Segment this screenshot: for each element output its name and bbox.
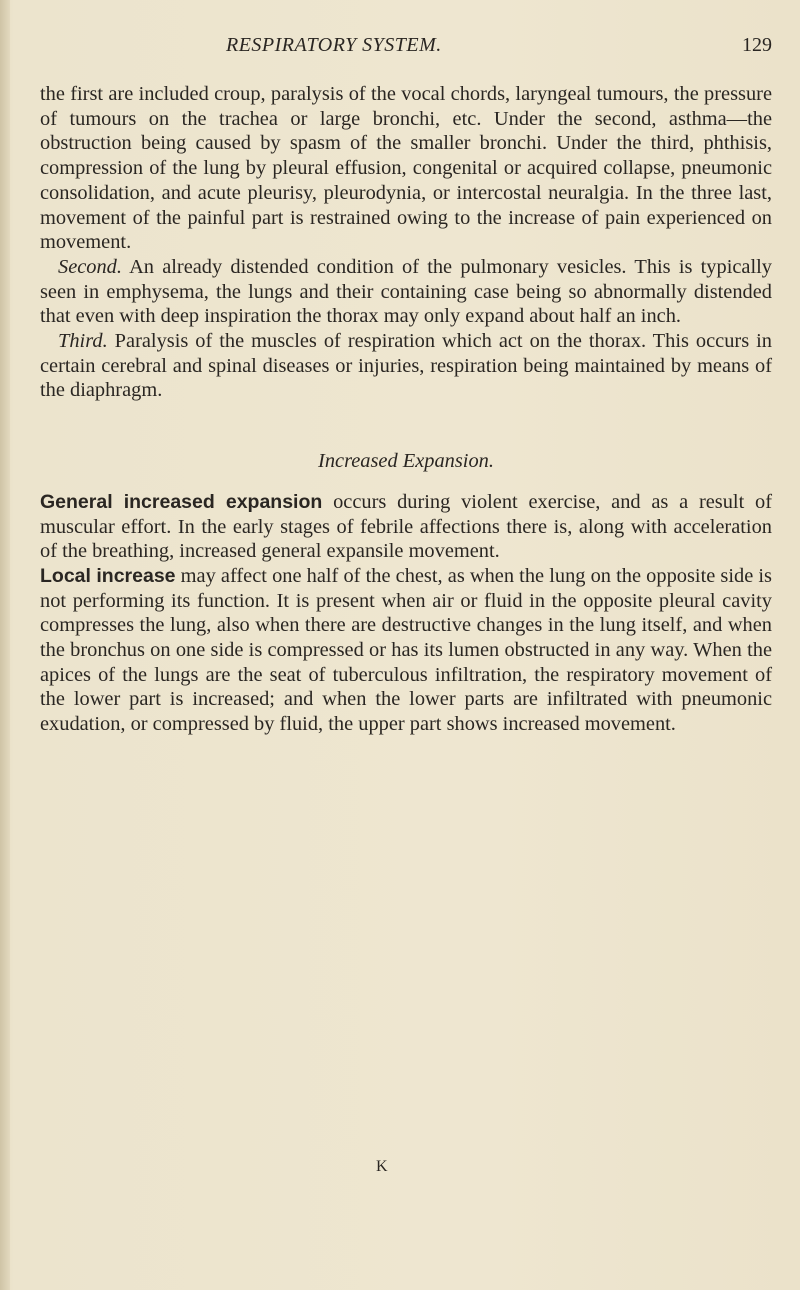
paragraph-second-text: An already distended condition of the pulmonary vesicles. This is typically seen in emphysema, the lungs and their containing case being so abnormally distended that even with deep inspiration the thorax may only expand about half an inch. — [40, 255, 772, 328]
paragraph-general-expansion — [40, 490, 772, 564]
paragraph-second — [40, 255, 772, 329]
page-number: 129 — [742, 34, 772, 56]
paragraph-third-label: Third. — [58, 330, 108, 353]
paragraph-second-label: Second. — [58, 255, 122, 278]
paragraph-general-expansion-lead: General increased expansion — [40, 490, 323, 513]
running-head — [40, 34, 772, 64]
paragraph-general-expansion-text: occurs during violent exercise, and as a result of muscular effort. In the early stages of febrile affections there is, along with acceleration of the breathing, increased general expansile movement. — [40, 490, 772, 563]
paragraph-local-increase-lead: Local increase — [40, 564, 176, 587]
paragraph-continuation — [40, 82, 772, 255]
paragraph-third-text: Paralysis of the muscles of respiration which act on the thorax. This occurs in certain cerebral and spinal diseases or injuries, respiration being maintained by means of the diaphragm. — [40, 330, 772, 402]
running-title: RESPIRATORY SYSTEM. — [226, 34, 442, 56]
paragraph-continuation-text: the first are included croup, paralysis of the vocal chords, laryngeal tumours, the pressure of tumours on the trachea or large bronchi, etc. Under the second, asthma—the obstruction being caused by spasm of the smaller bronchi. Under the third, phthisis, compression of the lung by pleural effusion, congenital or acquired collapse, pneumonic consolidation, and acute pleurisy, pleurodynia, or intercostal neuralgia. In the three last, movement of the painful part is restrained owing to the increase of pain experienced on movement. — [40, 83, 772, 254]
signature-mark: K — [376, 1158, 388, 1175]
paragraph-third — [40, 329, 772, 403]
binding-edge — [0, 0, 10, 1290]
body-text — [40, 82, 772, 737]
paragraph-local-increase-text: may affect one half of the chest, as when the lung on the opposite side is not performing its function. It is present when air or fluid in the opposite pleural cavity compresses the lung, also when there are destructive changes in the lung itself, and when the bronchus on one side is compressed or has its lumen obstructed in any way. When the apices of the lungs are the seat of tuberculous infiltration, the respiratory movement of the lower part is increased; and when the lower parts are infiltrated with pneumonic exudation, or compressed by fluid, the upper part shows increased movement. — [40, 564, 772, 736]
paragraph-local-increase — [40, 564, 772, 737]
section-heading: Increased Expansion. — [318, 450, 494, 473]
